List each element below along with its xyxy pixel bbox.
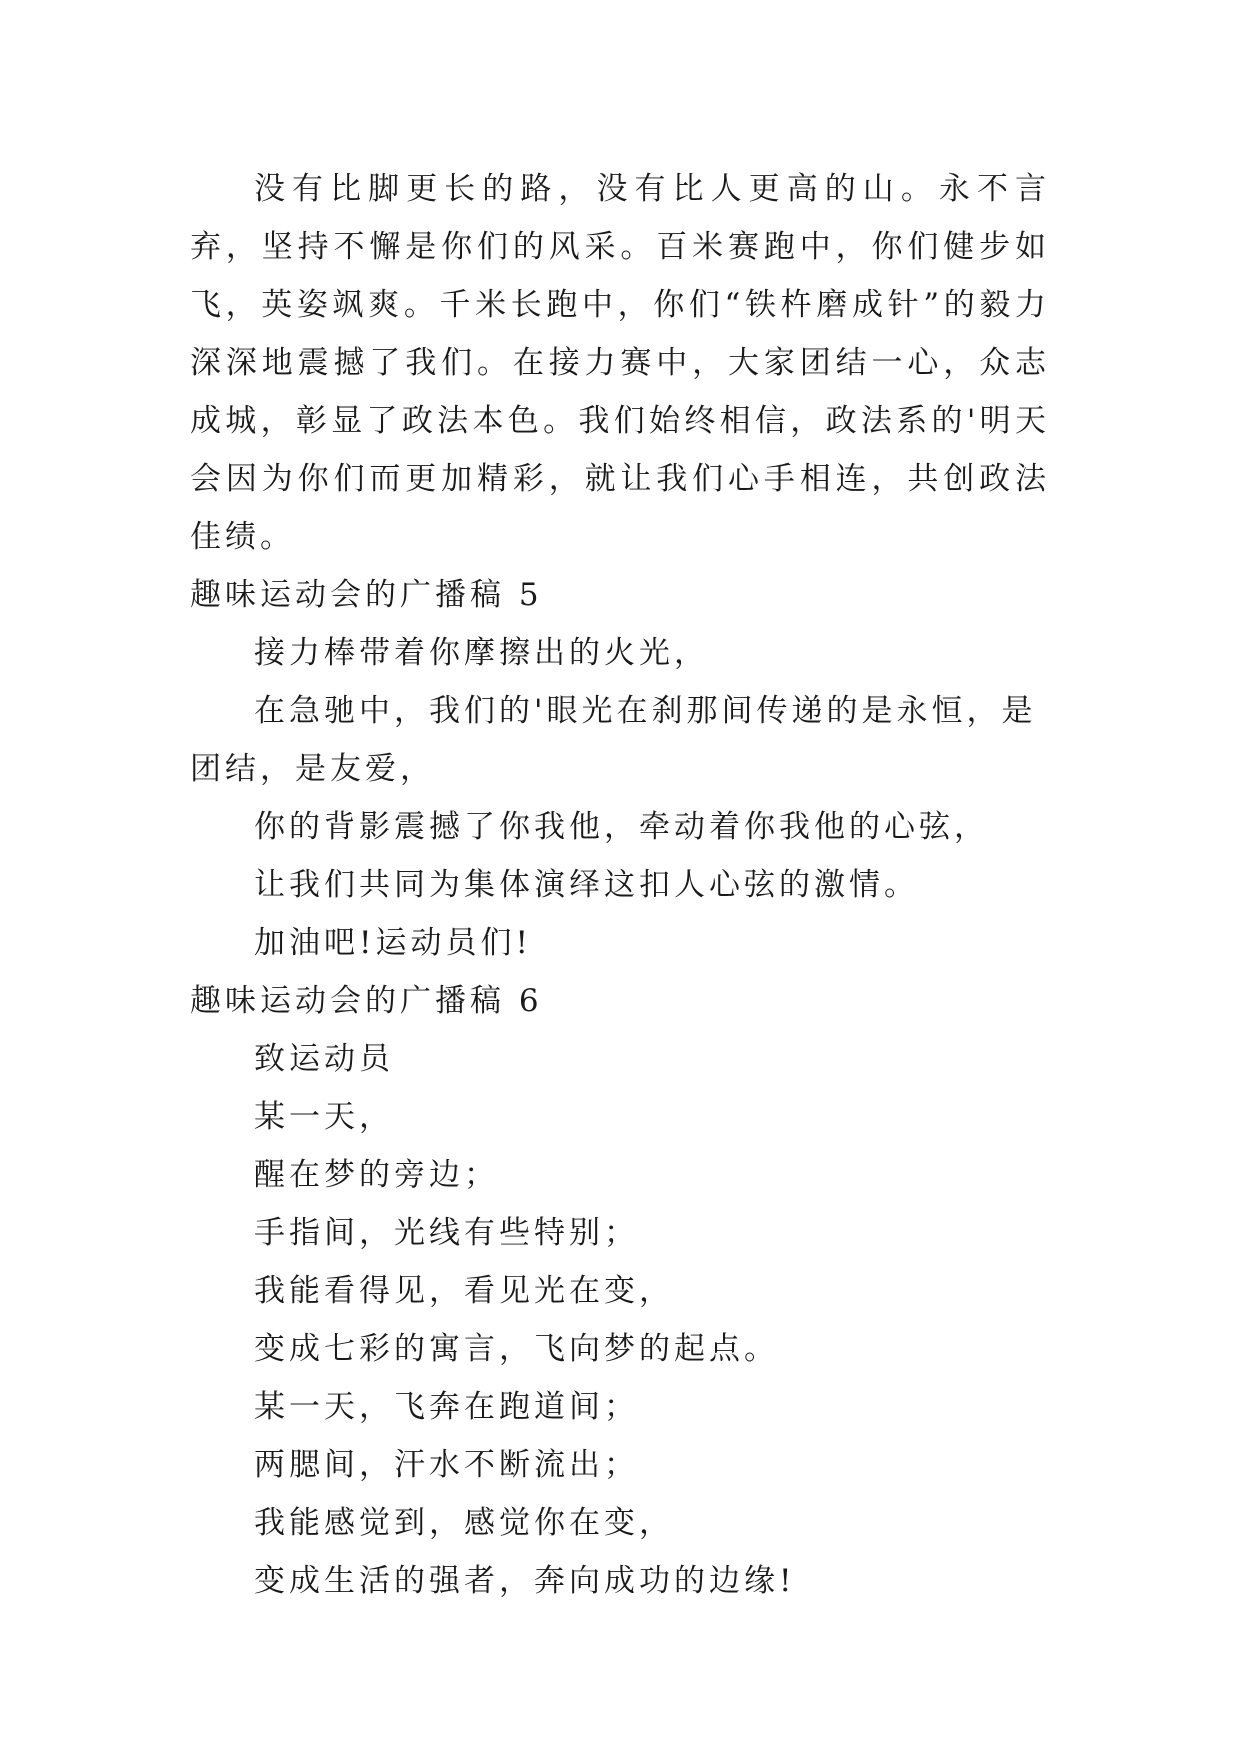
section-6-line-2: 某一天，	[254, 1099, 394, 1135]
paragraph-1: 没有比脚更长的路，没有比人更高的山。永不言弃，坚持不懈是你们的风采。百米赛跑中，你们健步如飞，英姿飒爽。千米长跑中，你们“铁杵磨成针”的毅力深深地震撼了我们。在接力赛中，大家团结一心，众志成城，彰显了政法本色。我们始终相信，政法系的'明天会因为你们而更加精彩，就让我们心手相连，共创政法佳绩。	[190, 171, 1050, 555]
section-6-line-10: 变成生活的强者，奔向成功的边缘!	[254, 1563, 796, 1599]
section-6-line-5: 我能看得见，看见光在变，	[254, 1273, 674, 1309]
section-5-line-5: 加油吧!运动员们!	[254, 925, 532, 961]
section-6-line-4: 手指间，光线有些特别；	[254, 1215, 639, 1251]
section-5-line-2: 在急驰中，我们的'眼光在刹那间传递的是永恒，是团结，是友爱，	[190, 693, 1037, 787]
section-6-line-7: 某一天，飞奔在跑道间；	[254, 1389, 639, 1425]
document-body	[190, 160, 1050, 1610]
section-5-heading: 趣味运动会的广播稿 5	[190, 577, 543, 613]
section-5-line-1: 接力棒带着你摩擦出的火光，	[254, 635, 709, 671]
section-5-line-4: 让我们共同为集体演绎这扣人心弦的激情。	[254, 867, 919, 903]
section-5-line-3: 你的背影震撼了你我他，牵动着你我他的心弦，	[254, 809, 989, 845]
section-6-heading: 趣味运动会的广播稿 6	[190, 983, 543, 1019]
section-6-line-3: 醒在梦的旁边；	[254, 1157, 499, 1193]
section-6-line-1: 致运动员	[254, 1041, 394, 1077]
section-6-line-6: 变成七彩的寓言，飞向梦的起点。	[254, 1331, 779, 1367]
section-6-line-9: 我能感觉到，感觉你在变，	[254, 1505, 674, 1541]
section-6-line-8: 两腮间，汗水不断流出；	[254, 1447, 639, 1483]
